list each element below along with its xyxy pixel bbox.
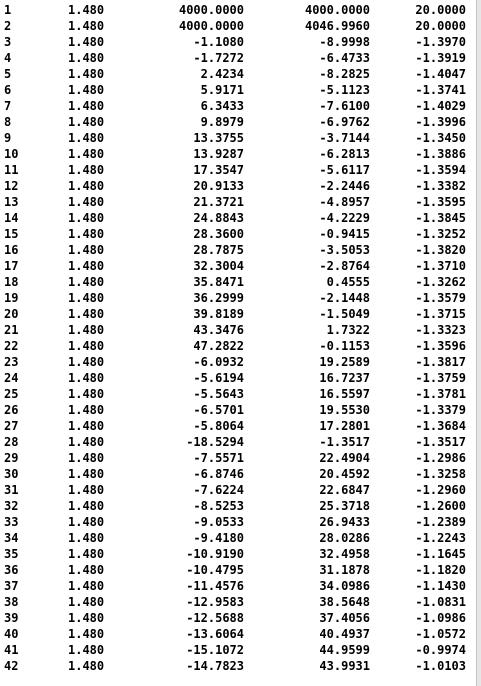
data-row: [0, 130, 476, 146]
col-2-value: -7.5571: [193, 451, 244, 465]
data-row: [0, 466, 476, 482]
col-4-value: -1.3684: [415, 419, 466, 433]
col-4-value: -0.9974: [415, 643, 466, 657]
col-2-value: -1.1080: [193, 35, 244, 49]
row-index: 10: [4, 147, 19, 161]
col-3-value: -8.2825: [319, 67, 370, 81]
col-1-value: 1.480: [68, 355, 105, 369]
data-row: [0, 114, 476, 130]
col-3-value: -2.2446: [319, 179, 370, 193]
col-3-value: 25.3718: [319, 499, 370, 513]
col-1-value: 1.480: [68, 211, 105, 225]
row-index: 37: [4, 579, 19, 593]
col-3-value: -3.5053: [319, 243, 370, 257]
col-4-value: -1.1645: [415, 547, 466, 561]
col-4-value: -1.1820: [415, 563, 466, 577]
row-index: 8: [4, 115, 12, 129]
col-4-value: -1.3252: [415, 227, 466, 241]
col-4-value: -1.2389: [415, 515, 466, 529]
col-4-value: -1.3820: [415, 243, 466, 257]
col-1-value: 1.480: [68, 547, 105, 561]
row-index: 5: [4, 67, 12, 81]
col-2-value: 28.3600: [193, 227, 244, 241]
col-1-value: 1.480: [68, 51, 105, 65]
data-row: [0, 498, 476, 514]
data-row: [0, 642, 476, 658]
col-3-value: 4046.9960: [304, 19, 370, 33]
row-index: 12: [4, 179, 19, 193]
col-4-value: -1.3759: [415, 371, 466, 385]
data-row: [0, 82, 476, 98]
row-index: 13: [4, 195, 19, 209]
col-3-value: 38.5648: [319, 595, 370, 609]
data-row: [0, 50, 476, 66]
data-row: [0, 402, 476, 418]
col-1-value: 1.480: [68, 515, 105, 529]
col-1-value: 1.480: [68, 563, 105, 577]
col-3-value: -1.3517: [319, 435, 370, 449]
col-4-value: 20.0000: [415, 19, 466, 33]
data-row: [0, 146, 476, 162]
col-2-value: -6.0932: [193, 355, 244, 369]
col-4-value: -1.3595: [415, 195, 466, 209]
col-3-value: 19.5530: [319, 403, 370, 417]
data-row: [0, 450, 476, 466]
row-index: 29: [4, 451, 19, 465]
row-index: 21: [4, 323, 19, 337]
col-1-value: 1.480: [68, 531, 105, 545]
col-2-value: 4000.0000: [178, 19, 244, 33]
col-4-value: -1.1430: [415, 579, 466, 593]
col-2-value: 4000.0000: [178, 3, 244, 17]
data-row: [0, 162, 476, 178]
row-index: 1: [4, 3, 12, 17]
col-4-value: -1.3715: [415, 307, 466, 321]
vertical-scrollbar[interactable]: [476, 0, 481, 686]
row-index: 11: [4, 163, 19, 177]
col-2-value: -18.5294: [186, 435, 244, 449]
col-2-value: 17.3547: [193, 163, 244, 177]
col-3-value: -4.8957: [319, 195, 370, 209]
col-4-value: -1.0986: [415, 611, 466, 625]
row-index: 41: [4, 643, 19, 657]
col-4-value: -1.3886: [415, 147, 466, 161]
data-row: [0, 210, 476, 226]
col-4-value: -1.3450: [415, 131, 466, 145]
col-1-value: 1.480: [68, 627, 105, 641]
col-1-value: 1.480: [68, 35, 105, 49]
col-3-value: -2.8764: [319, 259, 370, 273]
col-1-value: 1.480: [68, 339, 105, 353]
col-3-value: -8.9998: [319, 35, 370, 49]
row-index: 31: [4, 483, 19, 497]
col-2-value: 47.2822: [193, 339, 244, 353]
data-row: [0, 354, 476, 370]
col-1-value: 1.480: [68, 483, 105, 497]
data-row: [0, 18, 476, 34]
col-2-value: 28.7875: [193, 243, 244, 257]
col-4-value: -1.2600: [415, 499, 466, 513]
col-4-value: -1.3817: [415, 355, 466, 369]
col-1-value: 1.480: [68, 659, 105, 673]
row-index: 42: [4, 659, 19, 673]
col-1-value: 1.480: [68, 387, 105, 401]
data-row: [0, 578, 476, 594]
row-index: 7: [4, 99, 12, 113]
col-1-value: 1.480: [68, 467, 105, 481]
col-2-value: 36.2999: [193, 291, 244, 305]
row-index: 14: [4, 211, 19, 225]
col-4-value: -1.3996: [415, 115, 466, 129]
col-3-value: -4.2229: [319, 211, 370, 225]
col-3-value: 37.4056: [319, 611, 370, 625]
col-2-value: -5.6194: [193, 371, 244, 385]
col-3-value: 32.4958: [319, 547, 370, 561]
col-1-value: 1.480: [68, 579, 105, 593]
col-2-value: 13.3755: [193, 131, 244, 145]
col-1-value: 1.480: [68, 259, 105, 273]
row-index: 18: [4, 275, 19, 289]
col-2-value: -8.5253: [193, 499, 244, 513]
data-row: [0, 530, 476, 546]
col-1-value: 1.480: [68, 131, 105, 145]
col-3-value: 20.4592: [319, 467, 370, 481]
row-index: 20: [4, 307, 19, 321]
col-4-value: -1.4047: [415, 67, 466, 81]
row-index: 34: [4, 531, 19, 545]
col-2-value: 5.9171: [200, 83, 244, 97]
row-index: 9: [4, 131, 12, 145]
col-2-value: 20.9133: [193, 179, 244, 193]
col-3-value: -0.9415: [319, 227, 370, 241]
col-3-value: 0.4555: [326, 275, 370, 289]
col-2-value: 2.4234: [200, 67, 244, 81]
col-1-value: 1.480: [68, 3, 105, 17]
col-3-value: -0.1153: [319, 339, 370, 353]
col-2-value: -5.5643: [193, 387, 244, 401]
col-4-value: -1.0572: [415, 627, 466, 641]
col-2-value: -6.5701: [193, 403, 244, 417]
row-index: 26: [4, 403, 19, 417]
col-4-value: -1.3258: [415, 467, 466, 481]
col-2-value: 32.3004: [193, 259, 244, 273]
col-3-value: -3.7144: [319, 131, 370, 145]
col-3-value: -2.1448: [319, 291, 370, 305]
col-2-value: 39.8189: [193, 307, 244, 321]
col-2-value: -12.5688: [186, 611, 244, 625]
row-index: 40: [4, 627, 19, 641]
col-2-value: -1.7272: [193, 51, 244, 65]
col-4-value: -1.3596: [415, 339, 466, 353]
col-3-value: 16.7237: [319, 371, 370, 385]
col-1-value: 1.480: [68, 307, 105, 321]
data-row: [0, 386, 476, 402]
row-index: 27: [4, 419, 19, 433]
data-row: [0, 274, 476, 290]
col-3-value: 43.9931: [319, 659, 370, 673]
col-1-value: 1.480: [68, 243, 105, 257]
col-4-value: -1.3579: [415, 291, 466, 305]
col-3-value: -5.6117: [319, 163, 370, 177]
row-index: 36: [4, 563, 19, 577]
col-2-value: -7.6224: [193, 483, 244, 497]
col-2-value: -9.4180: [193, 531, 244, 545]
row-index: 39: [4, 611, 19, 625]
col-3-value: -7.6100: [319, 99, 370, 113]
data-row: [0, 258, 476, 274]
col-1-value: 1.480: [68, 179, 105, 193]
col-4-value: -1.3323: [415, 323, 466, 337]
col-1-value: 1.480: [68, 163, 105, 177]
row-index: 32: [4, 499, 19, 513]
data-row: [0, 242, 476, 258]
data-row: [0, 194, 476, 210]
data-row: [0, 434, 476, 450]
data-row: [0, 610, 476, 626]
col-1-value: 1.480: [68, 147, 105, 161]
col-1-value: 1.480: [68, 611, 105, 625]
row-index: 24: [4, 371, 19, 385]
col-2-value: -6.8746: [193, 467, 244, 481]
row-index: 17: [4, 259, 19, 273]
data-row: [0, 594, 476, 610]
row-index: 3: [4, 35, 12, 49]
col-3-value: 31.1878: [319, 563, 370, 577]
col-3-value: -6.9762: [319, 115, 370, 129]
col-2-value: -12.9583: [186, 595, 244, 609]
col-1-value: 1.480: [68, 115, 105, 129]
row-index: 25: [4, 387, 19, 401]
col-1-value: 1.480: [68, 67, 105, 81]
col-2-value: -11.4576: [186, 579, 244, 593]
col-2-value: 24.8843: [193, 211, 244, 225]
row-index: 19: [4, 291, 19, 305]
col-1-value: 1.480: [68, 275, 105, 289]
col-4-value: -1.2986: [415, 451, 466, 465]
col-4-value: -1.2243: [415, 531, 466, 545]
data-row: [0, 370, 476, 386]
data-row: [0, 66, 476, 82]
col-3-value: 1.7322: [326, 323, 370, 337]
row-index: 22: [4, 339, 19, 353]
col-1-value: 1.480: [68, 227, 105, 241]
col-2-value: 6.3433: [200, 99, 244, 113]
col-2-value: -14.7823: [186, 659, 244, 673]
col-1-value: 1.480: [68, 83, 105, 97]
col-1-value: 1.480: [68, 323, 105, 337]
col-4-value: -1.2960: [415, 483, 466, 497]
col-2-value: 35.8471: [193, 275, 244, 289]
col-4-value: -1.3741: [415, 83, 466, 97]
col-3-value: 19.2589: [319, 355, 370, 369]
col-3-value: -6.4733: [319, 51, 370, 65]
data-row: [0, 98, 476, 114]
col-2-value: 13.9287: [193, 147, 244, 161]
row-index: 15: [4, 227, 19, 241]
col-3-value: 16.5597: [319, 387, 370, 401]
col-3-value: -6.2813: [319, 147, 370, 161]
col-1-value: 1.480: [68, 451, 105, 465]
col-3-value: -5.1123: [319, 83, 370, 97]
col-3-value: 22.6847: [319, 483, 370, 497]
data-row: [0, 658, 476, 674]
col-4-value: -1.4029: [415, 99, 466, 113]
col-2-value: -10.4795: [186, 563, 244, 577]
col-4-value: -1.3781: [415, 387, 466, 401]
data-row: [0, 562, 476, 578]
row-index: 2: [4, 19, 12, 33]
col-4-value: -1.3970: [415, 35, 466, 49]
col-4-value: -1.3382: [415, 179, 466, 193]
col-2-value: -15.1072: [186, 643, 244, 657]
col-2-value: 9.8979: [200, 115, 244, 129]
col-3-value: 26.9433: [319, 515, 370, 529]
col-1-value: 1.480: [68, 419, 105, 433]
data-row: [0, 626, 476, 642]
data-row: [0, 546, 476, 562]
col-1-value: 1.480: [68, 499, 105, 513]
data-row: [0, 482, 476, 498]
row-index: 38: [4, 595, 19, 609]
data-row: [0, 290, 476, 306]
col-1-value: 1.480: [68, 435, 105, 449]
row-index: 6: [4, 83, 12, 97]
col-1-value: 1.480: [68, 595, 105, 609]
col-2-value: 43.3476: [193, 323, 244, 337]
col-3-value: 4000.0000: [304, 3, 370, 17]
row-index: 23: [4, 355, 19, 369]
col-2-value: -13.6064: [186, 627, 244, 641]
data-row: [0, 322, 476, 338]
data-row: [0, 178, 476, 194]
col-3-value: 17.2801: [319, 419, 370, 433]
data-row: [0, 2, 476, 18]
col-4-value: -1.0831: [415, 595, 466, 609]
col-2-value: -5.8064: [193, 419, 244, 433]
col-4-value: -1.3262: [415, 275, 466, 289]
col-4-value: -1.3919: [415, 51, 466, 65]
col-4-value: -1.0103: [415, 659, 466, 673]
data-row: [0, 226, 476, 242]
data-row: [0, 34, 476, 50]
col-2-value: -10.9190: [186, 547, 244, 561]
col-1-value: 1.480: [68, 19, 105, 33]
row-index: 4: [4, 51, 12, 65]
col-3-value: 22.4904: [319, 451, 370, 465]
data-row: [0, 338, 476, 354]
col-2-value: -9.0533: [193, 515, 244, 529]
row-index: 30: [4, 467, 19, 481]
col-4-value: -1.3517: [415, 435, 466, 449]
col-3-value: -1.5049: [319, 307, 370, 321]
col-1-value: 1.480: [68, 403, 105, 417]
row-index: 28: [4, 435, 19, 449]
col-1-value: 1.480: [68, 291, 105, 305]
col-4-value: -1.3379: [415, 403, 466, 417]
col-3-value: 34.0986: [319, 579, 370, 593]
col-3-value: 28.0286: [319, 531, 370, 545]
row-index: 33: [4, 515, 19, 529]
col-1-value: 1.480: [68, 371, 105, 385]
col-1-value: 1.480: [68, 643, 105, 657]
col-2-value: 21.3721: [193, 195, 244, 209]
row-index: 35: [4, 547, 19, 561]
col-3-value: 40.4937: [319, 627, 370, 641]
data-row: [0, 306, 476, 322]
data-row: [0, 418, 476, 434]
col-1-value: 1.480: [68, 99, 105, 113]
col-4-value: -1.3845: [415, 211, 466, 225]
col-4-value: -1.3710: [415, 259, 466, 273]
col-1-value: 1.480: [68, 195, 105, 209]
scrollbar-thumb[interactable]: [477, 0, 481, 686]
col-4-value: -1.3594: [415, 163, 466, 177]
data-row: [0, 514, 476, 530]
col-4-value: 20.0000: [415, 3, 466, 17]
col-3-value: 44.9599: [319, 643, 370, 657]
row-index: 16: [4, 243, 19, 257]
